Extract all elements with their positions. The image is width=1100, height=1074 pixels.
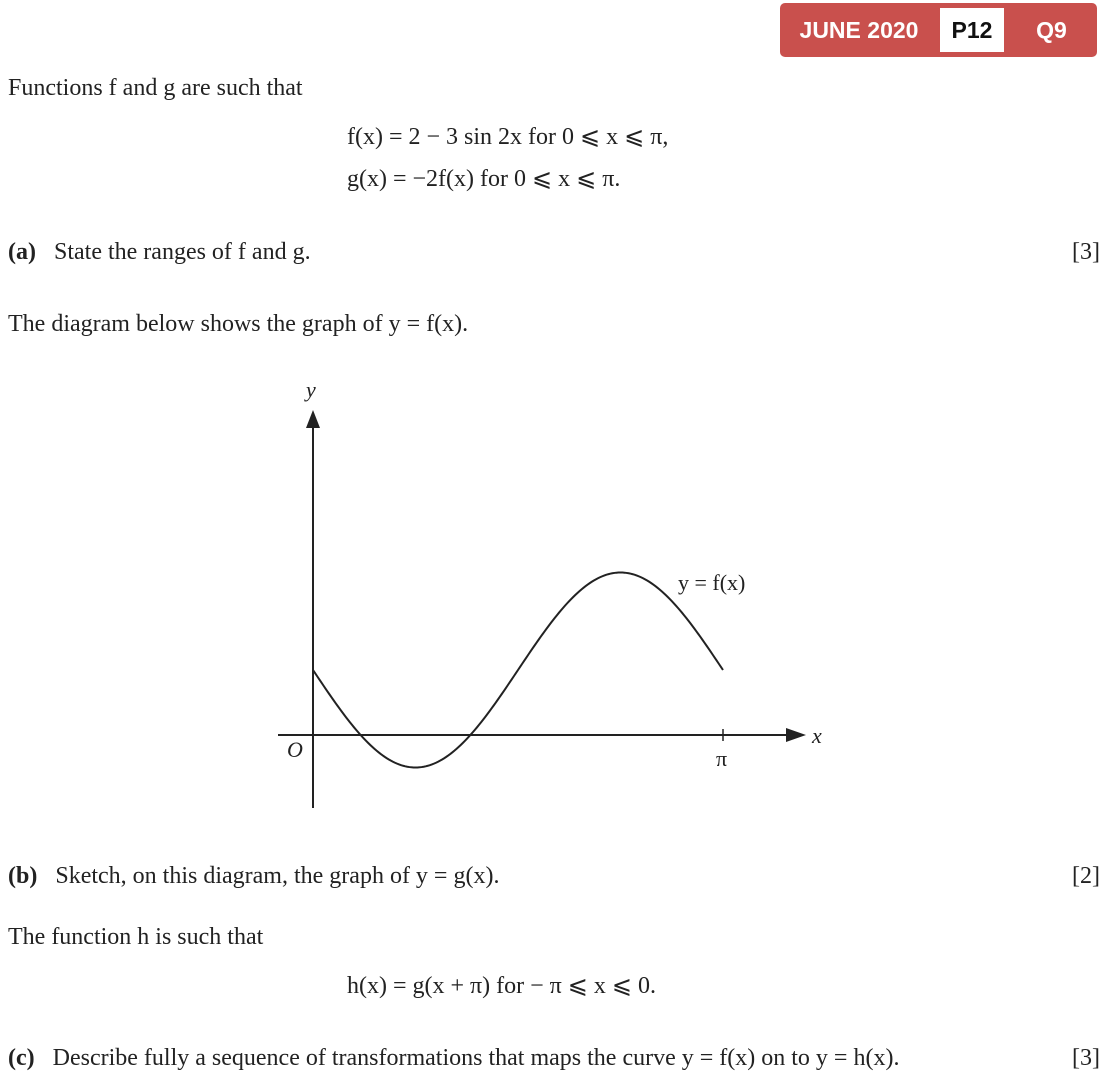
part-a-text: State the ranges of f and g. [53,239,311,265]
part-c [8,1046,899,1070]
badge-question: Q9 [1036,17,1067,43]
origin-label: O [287,737,303,762]
y-axis-label: y [306,377,316,402]
y-axis-arrow [306,410,320,428]
part-c-label: (c) [8,1045,35,1071]
part-b-label: (b) [8,863,38,889]
pi-label: π [716,746,728,771]
f-curve [313,573,723,768]
part-c-text: Describe fully a sequence of transformations that maps the curve y = f(x) on to y = h(x). [52,1045,900,1071]
x-axis-label: x [812,723,822,748]
part-b-text: Sketch, on this diagram, the graph of y = g(x). [55,863,500,889]
part-a-label: (a) [8,239,36,265]
intro-text: Functions f and g are such that [8,75,303,101]
part-a-marks: [3] [1072,239,1100,265]
diagram-intro: The diagram below shows the graph of y = f(x). [8,311,469,337]
curve-label: y = f(x) [678,570,746,595]
h-definition: h(x) = g(x + π) for − π ⩽ x ⩽ 0. [347,973,657,999]
badge-date: JUNE 2020 [799,17,919,43]
part-c-marks: [3] [1072,1045,1100,1071]
g-definition: g(x) = −2f(x) for 0 ⩽ x ⩽ π. [347,166,621,192]
x-axis-arrow [786,728,806,742]
part-b-marks: [2] [1072,863,1100,889]
f-definition: f(x) = 2 − 3 sin 2x for 0 ⩽ x ⩽ π, [347,124,669,150]
badge-paper: P12 [940,8,1004,52]
h-intro: The function h is such that [8,924,264,950]
part-b [8,864,499,888]
